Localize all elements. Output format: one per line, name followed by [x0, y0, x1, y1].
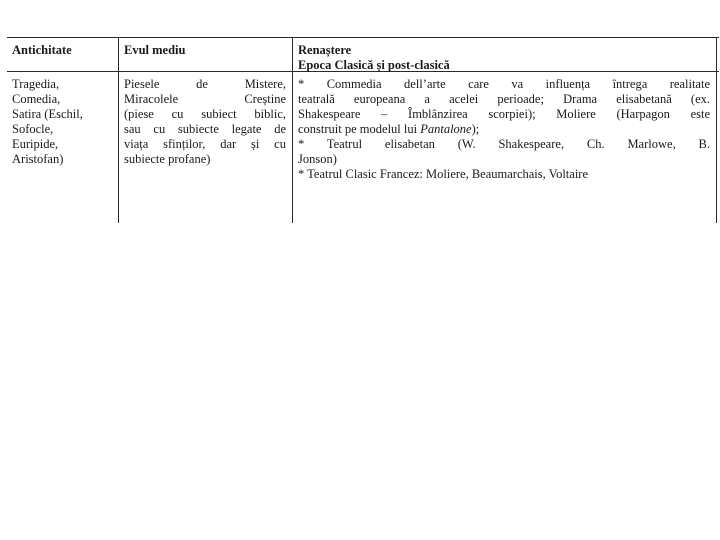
header-renastere-line2: Epoca Clasică și post-clasică [298, 58, 450, 72]
renastere-line [298, 122, 710, 137]
evul-mediu-line: subiecte profane) [124, 152, 211, 166]
pantalone-italic: Pantalone [420, 122, 472, 136]
renastere-line4-text: construit pe modelul lui [298, 122, 421, 136]
header-renastere-line1: Renaștere [298, 43, 352, 57]
column-divider-2 [292, 37, 293, 223]
cell-antichitate [12, 77, 114, 167]
cell-renastere [298, 77, 710, 182]
antichitate-line: Euripide, [12, 137, 59, 151]
column-divider-1 [118, 37, 119, 223]
evul-mediu-line: (piese cu subiect biblic, [124, 107, 286, 121]
renastere-line: * Teatrul Clasic Francez: Moliere, Beaumarchais, Voltaire [298, 167, 589, 181]
antichitate-line: Sofocle, [12, 122, 54, 136]
header-antichitate: Antichitate [12, 43, 72, 57]
renastere-line: teatrală europeana a acelei perioade; Drama elisabetană (ex. [298, 92, 710, 106]
antichitate-line: Satira (Eschil, [12, 107, 83, 121]
renastere-line4-end: ); [471, 122, 480, 136]
evul-mediu-line: Miracolele Creștine [124, 92, 286, 106]
evul-mediu-line: Piesele de Mistere, [124, 77, 286, 91]
antichitate-line: Aristofan) [12, 152, 64, 166]
evul-mediu-line: sau cu subiecte legate de [124, 122, 286, 136]
renastere-line: Jonson) [298, 152, 337, 166]
renastere-line: * Teatrul elisabetan (W. Shakespeare, Ch. Marlowe, B. [298, 137, 710, 151]
cell-evul-mediu [124, 77, 286, 167]
antichitate-line: Tragedia, [12, 77, 60, 91]
renastere-line: * Commedia dell’arte care va influența întrega realitate [298, 77, 710, 91]
evul-mediu-line: viața sfinților, dar și cu [124, 137, 286, 151]
antichitate-line: Comedia, [12, 92, 61, 106]
header-evul-mediu: Evul mediu [124, 43, 186, 57]
table-right-rule [716, 37, 717, 223]
header-renastere [298, 43, 710, 73]
renastere-line: Shakespeare – Îmblânzirea scorpiei); Moliere (Harpagon este [298, 107, 710, 121]
table-top-rule [7, 37, 719, 38]
